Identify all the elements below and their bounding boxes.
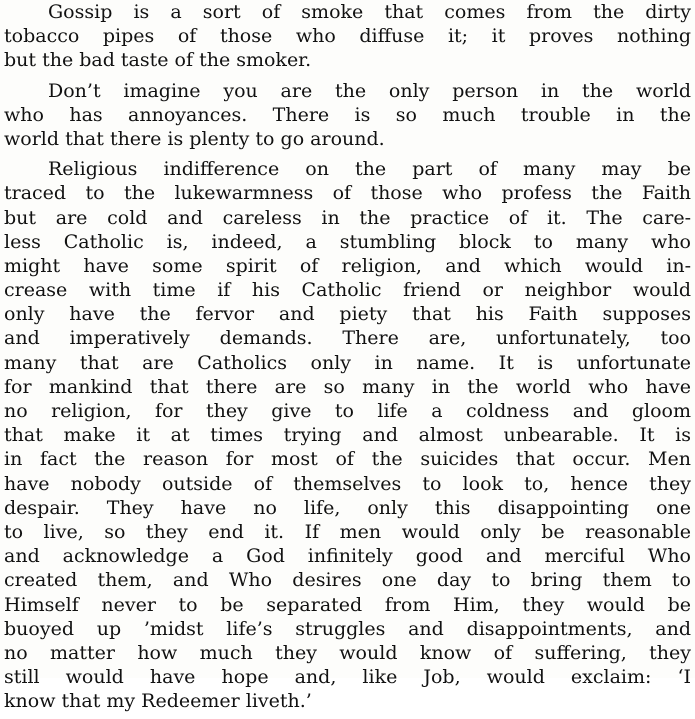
text-line: who has annoyances. There is so much trouble in the [4,103,691,126]
text-column [4,0,691,719]
text-line: to live, so they end it. If men would only be reasonable [4,520,691,543]
text-line: but the bad taste of the smoker. [4,49,312,72]
text-line: have nobody outside of themselves to look to, hence they [4,472,691,495]
text-line: less Catholic is, indeed, a stumbling block to many who [4,230,691,253]
text-line: crease with time if his Catholic friend or neighbor would [4,279,691,302]
text-line: Religious indifference on the part of many may be [48,158,691,181]
text-line: Don’t imagine you are the only person in the world [48,79,691,102]
text-line: and imperatively demands. There are, unfortunately, too [4,327,691,350]
text-line: that make it at times trying and almost unbearable. It is [4,424,691,447]
text-line: despair. They have no life, only this disappointing one [4,496,691,519]
text-line: tobacco pipes of those who diffuse it; it proves nothing [4,25,691,48]
paragraph-annoyances [4,79,691,152]
text-line: no matter how much they would know of suffering, they [4,641,691,664]
text-line: and acknowledge a God infinitely good and merciful Who [4,545,691,568]
paragraph-religious-indifference [4,157,691,713]
paragraph-gossip [4,0,691,73]
text-line: Gossip is a sort of smoke that comes from the dirty [48,1,691,23]
text-line: but are cold and careless in the practice of it. The care- [4,206,691,229]
text-line: many that are Catholics only in name. It is unfortunate [4,351,691,374]
text-line: created them, and Who desires one day to bring them to [4,569,691,592]
text-line: world that there is plenty to go around. [4,127,385,150]
text-line: Himself never to be separated from Him, they would be [4,593,691,616]
text-line: for mankind that there are so many in the world who have [4,375,691,398]
text-line: might have some spirit of religion, and which would in- [4,254,691,277]
text-line: buoyed up ’midst life’s struggles and disappointments, and [4,617,691,640]
text-line: no religion, for they give to life a coldness and gloom [4,400,691,422]
text-line: in fact the reason for most of the suicides that occur. Men [4,448,691,471]
text-line: still would have hope and, like Job, would exclaim: ‘I [4,666,691,689]
text-line: only have the fervor and piety that his Faith supposes [4,303,691,326]
text-line: know that my Redeemer liveth.’ [4,690,312,713]
text-line: traced to the lukewarmness of those who profess the Faith [4,182,691,205]
